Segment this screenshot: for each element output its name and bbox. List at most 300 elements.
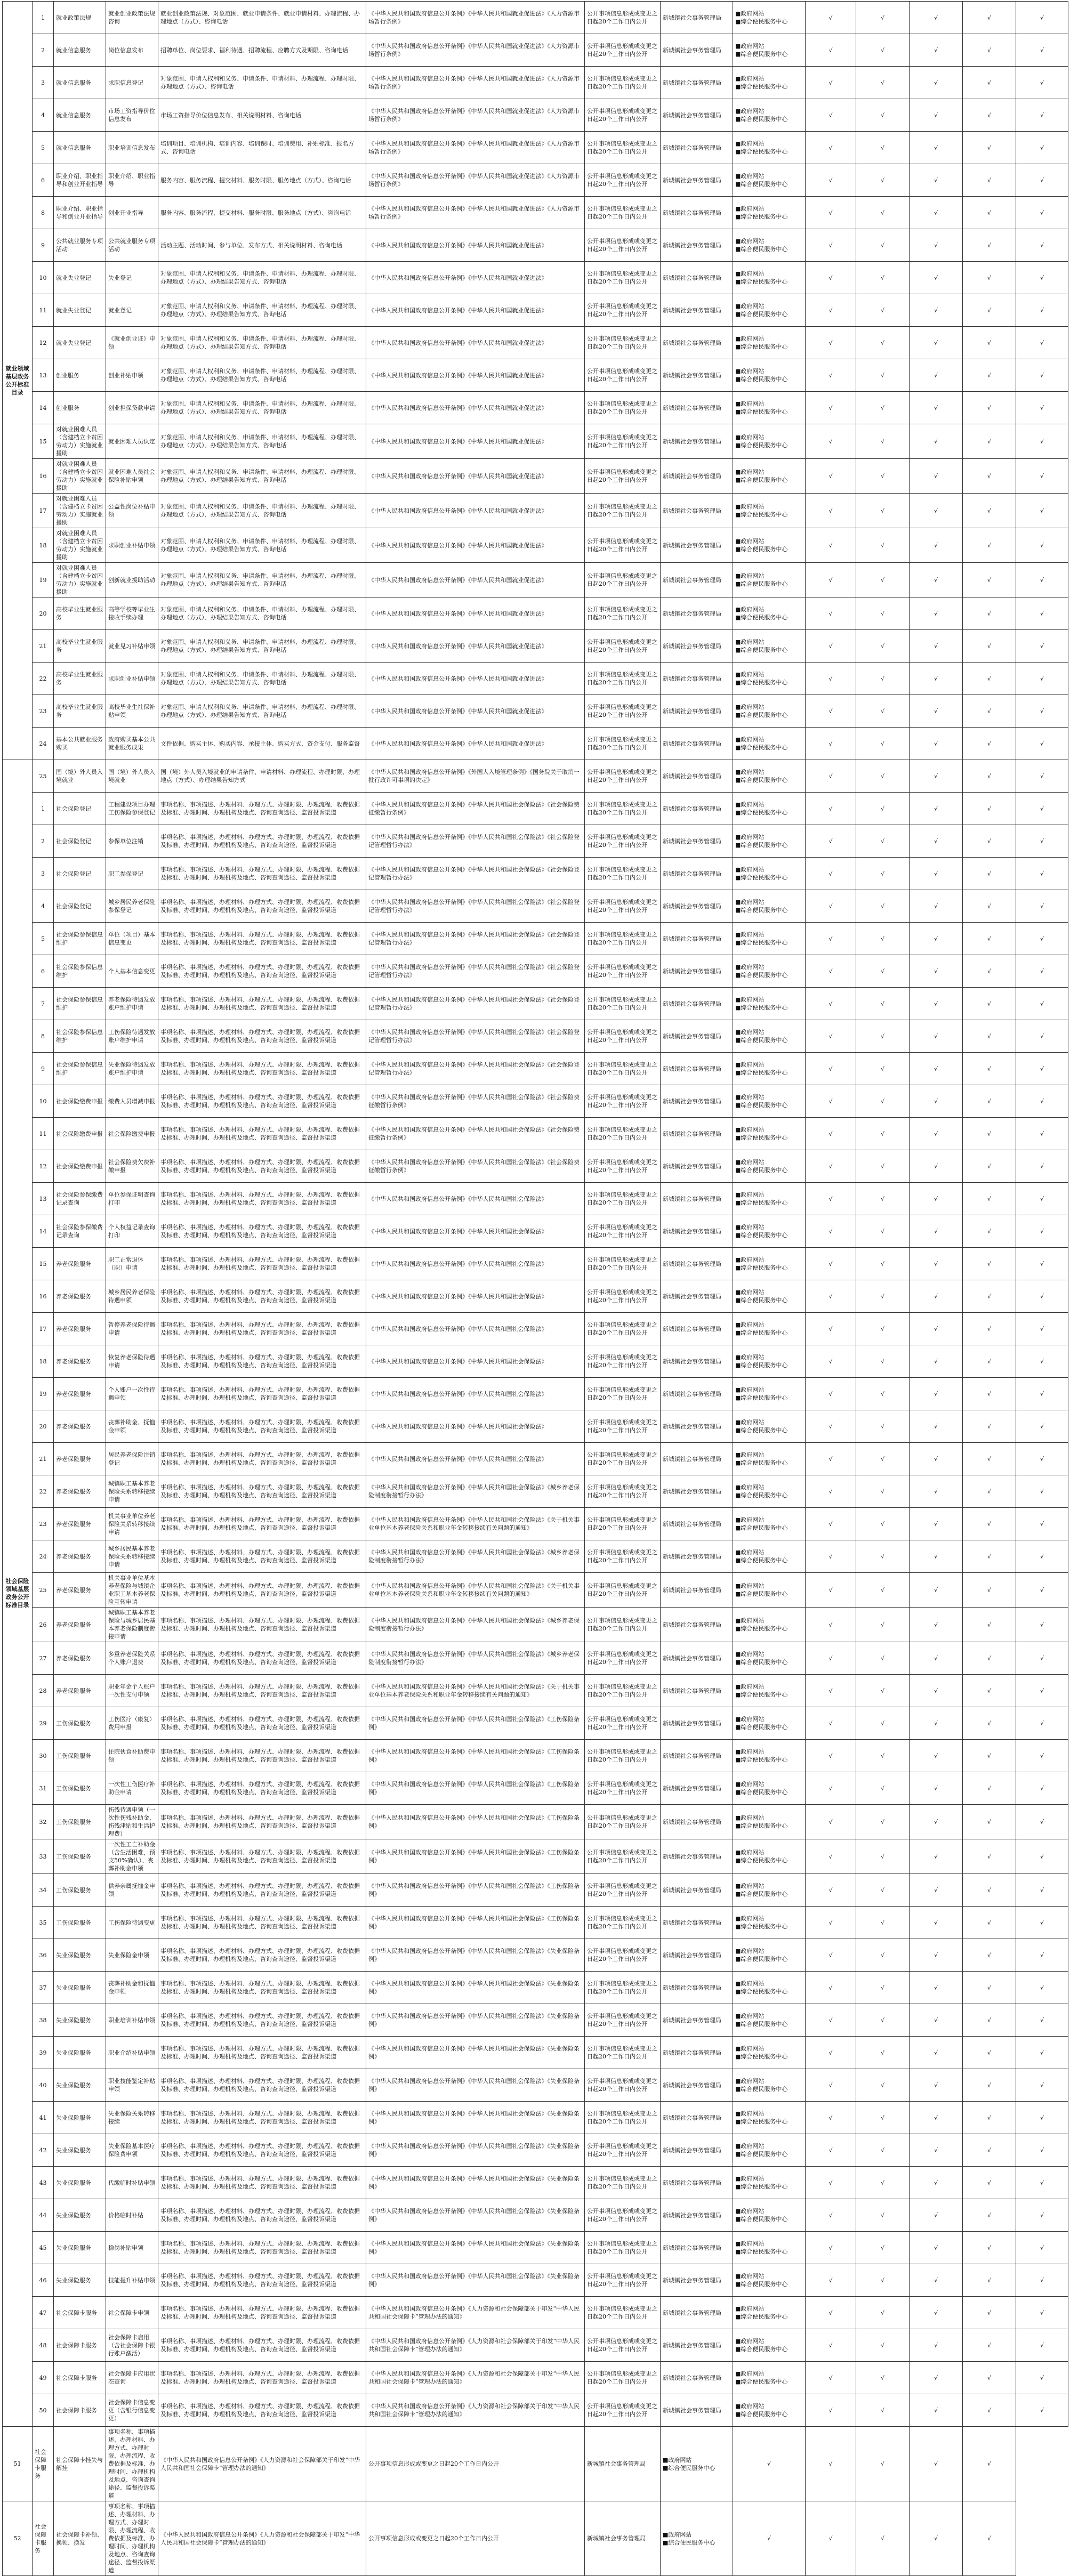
check-mark: √ (1016, 359, 1068, 392)
channel-center: ■综合便民服务中心 (735, 1069, 788, 1076)
public-subject: 新城镇社会事务管理局 (661, 2394, 733, 2427)
channel-web: ■政府网站 (735, 173, 765, 180)
check-mark: √ (806, 2199, 856, 2232)
public-channel (733, 858, 806, 890)
first-level-item: 就业信息服务 (54, 67, 106, 99)
check-mark: √ (1016, 1805, 1068, 1839)
check-mark: √ (806, 294, 856, 327)
section-label: 社会保险领域基层政务公开标准目录 (3, 760, 33, 2427)
second-level-item: 暂停养老保险待遇申请 (106, 1313, 158, 1345)
public-timing: 公开事项信息形成或变更之日起20个工作日内公开 (585, 2362, 661, 2394)
second-level-item: 职业介绍补贴申领 (106, 2037, 158, 2069)
public-channel (733, 760, 806, 793)
public-content: 对象范围、申请人权利和义务、申请条件、申请材料、办理流程、办理时限、办理地点（方式）、办理结果告知方式、咨询电话 (158, 327, 366, 359)
public-basis: 《中华人民共和国政府信息公开条例》《中华人民共和国就业促进法》 (366, 597, 585, 630)
check-mark: √ (856, 2069, 910, 2102)
check-mark: √ (856, 424, 910, 459)
check-mark: √ (806, 923, 856, 955)
check-mark: √ (1016, 1642, 1068, 1675)
row-number: 12 (33, 1150, 54, 1183)
public-basis: 《中华人民共和国政府信息公开条例》《中华人民共和国就业促进法》 (366, 229, 585, 262)
public-content: 事项名称、事项描述、办理材料、办理方式、办理时限、办理流程、收费依据及标准、办理时间、办理机构及地点、咨询查询途径、监督投诉渠道 (158, 1740, 366, 1772)
table-row (3, 1118, 1068, 1150)
second-level-item: 丧葬补助金和抚恤金申领 (106, 1972, 158, 2004)
check-mark: √ (1016, 2102, 1068, 2134)
check-mark: √ (733, 2427, 806, 2501)
public-timing: 公开事项信息形成或变更之日起20个工作日内公开 (585, 1508, 661, 1540)
check-mark: √ (963, 1675, 1016, 1707)
check-mark: √ (1016, 1183, 1068, 1215)
public-content: 事项名称、事项描述、办理材料、办理方式、办理时限、办理流程、收费依据及标准、办理时间、办理机构及地点、咨询查询途径、监督投诉渠道 (158, 890, 366, 923)
first-level-item: 工伤保险服务 (54, 1707, 106, 1740)
check-mark: √ (910, 1443, 963, 1475)
public-channel (733, 1540, 806, 1573)
check-mark: √ (1016, 760, 1068, 793)
second-level-item: 失业保险待遇发放账户维护申请 (106, 1053, 158, 1085)
public-content: 对象范围、申请人权利和义务、申请条件、申请材料、办理流程、办理时限、办理地点（方式）、咨询电话 (158, 67, 366, 99)
public-channel (733, 392, 806, 424)
channel-web: ■政府网站 (735, 996, 765, 1003)
row-number: 5 (33, 923, 54, 955)
table-row (3, 164, 1068, 197)
first-level-item: 养老保险服务 (54, 1642, 106, 1675)
first-level-item: 工伤保险服务 (54, 1772, 106, 1805)
check-mark: √ (963, 663, 1016, 695)
public-timing: 公开事项信息形成或变更之日起20个工作日内公开 (585, 197, 661, 229)
table-row (3, 1608, 1068, 1642)
second-level-item: 社会保险费欠费补缴申报 (106, 1150, 158, 1183)
public-timing: 公开事项信息形成或变更之日起20个工作日内公开 (585, 825, 661, 858)
second-level-item: 就业见习补贴申领 (106, 630, 158, 663)
public-subject: 新城镇社会事务管理局 (661, 1475, 733, 1508)
check-mark: √ (1016, 1443, 1068, 1475)
first-level-item: 创业服务 (54, 359, 106, 392)
public-subject: 新城镇社会事务管理局 (661, 1907, 733, 1939)
check-mark: √ (856, 2199, 910, 2232)
row-number: 22 (33, 663, 54, 695)
second-level-item: 公益性岗位补贴申领 (106, 494, 158, 528)
public-content: 事项名称、事项描述、办理材料、办理方式、办理时限、办理流程、收费依据及标准、办理时间、办理机构及地点、咨询查询途径、监督投诉渠道 (158, 1508, 366, 1540)
check-mark: √ (856, 1443, 910, 1475)
row-number: 48 (33, 2329, 54, 2362)
public-subject: 新城镇社会事务管理局 (661, 2102, 733, 2134)
second-level-item: 职业培训补贴申领 (106, 2004, 158, 2037)
check-mark: √ (910, 494, 963, 528)
table-row (3, 2167, 1068, 2199)
check-mark: √ (1016, 1150, 1068, 1183)
check-mark: √ (856, 1248, 910, 1280)
public-content: 国（境）外人员入境就业的申请条件、申请材料、办理流程、办理时限、办理地点（方式）、办理结果告知方式 (158, 760, 366, 793)
check-mark: √ (910, 2501, 963, 2576)
public-content: 事项名称、事项描述、办理材料、办理方式、办理时限、办理流程、收费依据及标准、办理时间、办理机构及地点、咨询查询途径、监督投诉渠道 (158, 2069, 366, 2102)
public-timing: 公开事项信息形成或变更之日起20个工作日内公开 (585, 262, 661, 294)
table-row (3, 1183, 1068, 1215)
public-channel (733, 728, 806, 760)
public-channel (733, 597, 806, 630)
public-basis: 《中华人民共和国政府信息公开条例》《中华人民共和国社会保险法》《社会保险登记管理暂行办法》 (366, 1053, 585, 1085)
row-number: 31 (33, 1772, 54, 1805)
public-timing: 公开事项信息形成或变更之日起20个工作日内公开 (585, 1642, 661, 1675)
check-mark: √ (806, 528, 856, 563)
first-level-item: 职业介绍、职业指导和创业开业指导 (54, 164, 106, 197)
public-timing: 公开事项信息形成或变更之日起20个工作日内公开 (585, 1573, 661, 1608)
check-mark: √ (806, 2297, 856, 2329)
check-mark: √ (806, 695, 856, 728)
channel-web: ■政府网站 (735, 1289, 765, 1296)
channel-center: ■综合便民服务中心 (735, 546, 788, 553)
row-number: 2 (33, 34, 54, 67)
second-level-item: 就业困难人员认定 (106, 424, 158, 459)
public-content: 事项名称、事项描述、办理材料、办理方式、办理时限、办理流程、收费依据及标准、办理时间、办理机构及地点、咨询查询途径、监督投诉渠道 (158, 923, 366, 955)
second-level-item: 伤残待遇申领（一次性伤残补助金、伤残津贴和生活护理费） (106, 1805, 158, 1839)
channel-center: ■综合便民服务中心 (735, 511, 788, 518)
second-level-item: 养老保险待遇发放账户维护申请 (106, 988, 158, 1020)
table-row (3, 1410, 1068, 1443)
public-basis: 《中华人民共和国政府信息公开条例》《中华人民共和国社会保险法》《失业保险条例》 (366, 2102, 585, 2134)
check-mark: √ (856, 1345, 910, 1378)
row-number: 46 (33, 2264, 54, 2297)
public-channel (733, 1443, 806, 1475)
check-mark: √ (1016, 923, 1068, 955)
channel-center: ■综合便民服务中心 (735, 939, 788, 946)
public-content: 对象范围、申请人权利和义务、申请条件、申请材料、办理流程、办理时限、办理地点（方式）、办理结果告知方式、咨询电话 (158, 494, 366, 528)
check-mark: √ (1016, 1345, 1068, 1378)
channel-center: ■综合便民服务中心 (735, 1923, 788, 1930)
check-mark: √ (1016, 262, 1068, 294)
second-level-item: 社会保障卡信息变更（含银行信息变更） (106, 2394, 158, 2427)
table-row (3, 2102, 1068, 2134)
row-number: 42 (33, 2134, 54, 2167)
public-timing: 公开事项信息形成或变更之日起20个工作日内公开 (585, 1183, 661, 1215)
second-level-item: 参保单位注销 (106, 825, 158, 858)
check-mark: √ (963, 197, 1016, 229)
table-row (3, 1215, 1068, 1248)
channel-web: ■政府网站 (735, 1814, 765, 1821)
check-mark: √ (963, 459, 1016, 494)
check-mark: √ (806, 1215, 856, 1248)
first-level-item: 养老保险服务 (54, 1345, 106, 1378)
check-mark: √ (963, 728, 1016, 760)
check-mark: √ (963, 597, 1016, 630)
row-number: 15 (33, 424, 54, 459)
channel-web: ■政府网站 (735, 1484, 765, 1491)
public-content: 事项名称、事项描述、办理材料、办理方式、办理时限、办理流程、收费依据及标准、办理时间、办理机构及地点、咨询查询途径、监督投诉渠道 (158, 2394, 366, 2427)
public-timing: 公开事项信息形成或变更之日起20个工作日内公开 (585, 1443, 661, 1475)
check-mark: √ (856, 99, 910, 132)
check-mark: √ (910, 988, 963, 1020)
check-mark: √ (856, 1573, 910, 1608)
second-level-item: 城镇职工基本养老保险关系转移接续申请 (106, 1475, 158, 1508)
public-timing: 公开事项信息形成或变更之日起20个工作日内公开 (585, 1085, 661, 1118)
table-row (3, 99, 1068, 132)
check-mark: √ (963, 164, 1016, 197)
row-number: 4 (33, 99, 54, 132)
table-row (3, 67, 1068, 99)
check-mark: √ (963, 2037, 1016, 2069)
row-number: 13 (33, 359, 54, 392)
public-basis: 《中华人民共和国政府信息公开条例》《中华人民共和国就业促进法》 (366, 459, 585, 494)
check-mark: √ (1016, 1248, 1068, 1280)
check-mark: √ (806, 67, 856, 99)
channel-center: ■综合便民服务中心 (735, 1037, 788, 1044)
channel-center: ■综合便民服务中心 (735, 1988, 788, 1995)
check-mark: √ (856, 955, 910, 988)
check-mark: √ (910, 424, 963, 459)
check-mark: √ (856, 2501, 910, 2576)
check-mark: √ (1016, 1053, 1068, 1085)
row-number: 20 (33, 1410, 54, 1443)
table-row (3, 1280, 1068, 1313)
public-subject: 新城镇社会事务管理局 (661, 630, 733, 663)
first-level-item: 社会保险参保信息维护 (54, 1053, 106, 1085)
row-number: 16 (33, 1280, 54, 1313)
check-mark: √ (963, 1573, 1016, 1608)
check-mark: √ (1016, 695, 1068, 728)
check-mark: √ (1016, 2134, 1068, 2167)
check-mark: √ (806, 197, 856, 229)
second-level-item: 工程建设项目办理工伤保险参保登记 (106, 793, 158, 825)
check-mark: √ (910, 294, 963, 327)
check-mark: √ (806, 2362, 856, 2394)
public-timing: 公开事项信息形成或变更之日起20个工作日内公开 (585, 459, 661, 494)
check-mark: √ (856, 1508, 910, 1540)
check-mark: √ (963, 825, 1016, 858)
channel-center: ■综合便民服务中心 (735, 1756, 788, 1763)
second-level-item: 职业技能鉴定补贴申领 (106, 2069, 158, 2102)
first-level-item: 失业保险服务 (54, 2102, 106, 2134)
table-row (3, 597, 1068, 630)
channel-web: ■政府网站 (735, 1191, 765, 1198)
public-timing: 公开事项信息形成或变更之日起20个工作日内公开 (585, 1772, 661, 1805)
check-mark: √ (1016, 1707, 1068, 1740)
public-content: 事项名称、事项描述、办理材料、办理方式、办理时限、办理流程、收费依据及标准、办理时间、办理机构及地点、咨询查询途径、监督投诉渠道 (158, 1772, 366, 1805)
check-mark: √ (806, 2102, 856, 2134)
public-subject: 新城镇社会事务管理局 (661, 1313, 733, 1345)
check-mark: √ (963, 67, 1016, 99)
public-basis: 《中华人民共和国政府信息公开条例》《中华人民共和国社会保险法》《工伤保险条例》 (366, 1907, 585, 1939)
public-basis: 《中华人民共和国政府信息公开条例》《中华人民共和国社会保险法》 (366, 1313, 585, 1345)
check-mark: √ (963, 494, 1016, 528)
check-mark: √ (1016, 494, 1068, 528)
check-mark: √ (806, 2501, 856, 2576)
public-timing: 公开事项信息形成或变更之日起20个工作日内公开 (585, 1118, 661, 1150)
public-channel (733, 1053, 806, 1085)
channel-center: ■综合便民服务中心 (735, 1427, 788, 1434)
check-mark: √ (1016, 67, 1068, 99)
first-level-item: 社会保障卡服务 (54, 2297, 106, 2329)
public-timing: 公开事项信息形成或变更之日起20个工作日内公开 (585, 2004, 661, 2037)
check-mark: √ (910, 1540, 963, 1573)
channel-web: ■政府网站 (735, 43, 765, 50)
public-content: 招聘单位、岗位要求、福利待遇、招聘流程、应聘方式及期限、咨询电话 (158, 34, 366, 67)
check-mark: √ (806, 728, 856, 760)
public-timing: 公开事项信息形成或变更之日起20个工作日内公开 (585, 1874, 661, 1907)
table-row (3, 2329, 1068, 2362)
row-number: 38 (33, 2004, 54, 2037)
channel-center: ■综合便民服务中心 (735, 2411, 788, 2418)
row-number: 15 (33, 1248, 54, 1280)
public-subject: 新城镇社会事务管理局 (661, 1972, 733, 2004)
channel-web: ■政府网站 (735, 538, 765, 545)
table-row (3, 1313, 1068, 1345)
public-subject: 新城镇社会事务管理局 (661, 1215, 733, 1248)
table-row (3, 1772, 1068, 1805)
second-level-item: 价格临时补贴 (106, 2199, 158, 2232)
public-channel (733, 528, 806, 563)
check-mark: √ (910, 2329, 963, 2362)
public-timing: 公开事项信息形成或变更之日起20个工作日内公开 (585, 760, 661, 793)
first-level-item: 失业保险服务 (54, 2069, 106, 2102)
check-mark: √ (806, 760, 856, 793)
public-subject: 新城镇社会事务管理局 (661, 1707, 733, 1740)
second-level-item: 创业担保贷款申请 (106, 392, 158, 424)
public-timing: 公开事项信息形成或变更之日起20个工作日内公开 (585, 728, 661, 760)
public-channel (661, 2427, 733, 2501)
check-mark: √ (806, 2167, 856, 2199)
row-number: 1 (33, 2, 54, 34)
public-content: 对象范围、申请人权利和义务、申请条件、申请材料、办理流程、办理时限、办理地点（方式）、办理结果告知方式、咨询电话 (158, 459, 366, 494)
public-basis: 《中华人民共和国政府信息公开条例》《人力资源和社会保障部关于印发“中华人民共和国社会保障卡”管理办法的通知》 (366, 2329, 585, 2362)
public-channel (733, 229, 806, 262)
check-mark: √ (910, 695, 963, 728)
public-basis: 《中华人民共和国政府信息公开条例》《中华人民共和国就业促进法》 (366, 392, 585, 424)
check-mark: √ (910, 459, 963, 494)
check-mark: √ (910, 1475, 963, 1508)
check-mark: √ (963, 99, 1016, 132)
public-basis: 《中华人民共和国政府信息公开条例》《中华人民共和国社会保险法》 (366, 1378, 585, 1410)
public-subject: 新城镇社会事务管理局 (661, 663, 733, 695)
channel-web: ■政府网站 (735, 1883, 765, 1889)
first-level-item: 社会保障卡服务 (54, 2329, 106, 2362)
table-row (3, 858, 1068, 890)
channel-center: ■综合便民服务中心 (735, 809, 788, 816)
check-mark: √ (856, 1642, 910, 1675)
check-mark: √ (963, 2297, 1016, 2329)
public-subject: 新城镇社会事务管理局 (661, 2362, 733, 2394)
first-level-item: 工伤保险服务 (54, 1907, 106, 1939)
channel-web: ■政府网站 (735, 671, 765, 678)
public-timing: 公开事项信息形成或变更之日起20个工作日内公开 (585, 2134, 661, 2167)
check-mark: √ (806, 597, 856, 630)
public-channel (733, 459, 806, 494)
channel-center: ■综合便民服务中心 (735, 1004, 788, 1011)
row-number: 11 (33, 294, 54, 327)
row-number: 45 (33, 2232, 54, 2264)
row-number: 37 (33, 1972, 54, 2004)
channel-center: ■综合便民服务中心 (735, 376, 788, 383)
second-level-item: 缴费人员增减申报 (106, 1085, 158, 1118)
row-number: 2 (33, 825, 54, 858)
check-mark: √ (910, 1378, 963, 1410)
public-channel (733, 1215, 806, 1248)
check-mark: √ (806, 2069, 856, 2102)
check-mark: √ (856, 1475, 910, 1508)
first-level-item: 社会保险参保缴费记录查询 (54, 1183, 106, 1215)
public-subject: 新城镇社会事务管理局 (661, 197, 733, 229)
second-level-item: 城镇职工基本养老保险与城乡居民基本养老保险制度衔接申请 (106, 1608, 158, 1642)
check-mark: √ (910, 1939, 963, 1972)
check-mark: √ (806, 1707, 856, 1740)
first-level-item: 社会保障卡服务 (33, 2501, 54, 2576)
check-mark: √ (806, 890, 856, 923)
check-mark: √ (1016, 1475, 1068, 1508)
row-number: 29 (33, 1707, 54, 1740)
check-mark: √ (1016, 2297, 1068, 2329)
second-level-item: 个人账户一次性待遇申领 (106, 1378, 158, 1410)
public-timing: 公开事项信息形成或变更之日起20个工作日内公开 (366, 2501, 585, 2576)
public-content: 事项名称、事项描述、办理材料、办理方式、办理时限、办理流程、收费依据及标准、办理时间、办理机构及地点、咨询查询途径、监督投诉渠道 (158, 2134, 366, 2167)
channel-center: ■综合便民服务中心 (735, 614, 788, 621)
public-subject: 新城镇社会事务管理局 (661, 2264, 733, 2297)
public-channel (733, 2394, 806, 2427)
table-row (3, 528, 1068, 563)
public-timing: 公开事项信息形成或变更之日起20个工作日内公开 (585, 1675, 661, 1707)
channel-web: ■政府网站 (735, 2403, 765, 2410)
channel-web: ■政府网站 (735, 108, 765, 115)
public-subject: 新城镇社会事务管理局 (661, 597, 733, 630)
public-timing: 公开事项信息形成或变更之日起20个工作日内公开 (585, 229, 661, 262)
check-mark: √ (910, 1020, 963, 1053)
check-mark: √ (806, 1772, 856, 1805)
public-timing: 公开事项信息形成或变更之日起20个工作日内公开 (585, 1540, 661, 1573)
public-channel (733, 1772, 806, 1805)
channel-web: ■政府网站 (663, 2456, 692, 2464)
public-channel (733, 2199, 806, 2232)
check-mark: √ (963, 1540, 1016, 1573)
check-mark: √ (963, 1410, 1016, 1443)
public-subject: 新城镇社会事务管理局 (661, 1248, 733, 1280)
channel-center: ■综合便民服务中心 (735, 2151, 788, 2158)
channel-web: ■政府网站 (735, 1948, 765, 1955)
second-level-item: 政府购买基本公共就业服务成果 (106, 728, 158, 760)
first-level-item: 就业信息服务 (54, 99, 106, 132)
public-subject: 新城镇社会事务管理局 (661, 1085, 733, 1118)
channel-center: ■综合便民服务中心 (735, 1590, 788, 1597)
check-mark: √ (806, 1740, 856, 1772)
public-channel (733, 2102, 806, 2134)
table-row (3, 392, 1068, 424)
first-level-item: 职业介绍、职业指导和创业开业指导 (54, 197, 106, 229)
public-channel (733, 2134, 806, 2167)
public-channel (733, 424, 806, 459)
check-mark: √ (963, 2394, 1016, 2427)
table-row (3, 1740, 1068, 1772)
public-basis: 《中华人民共和国政府信息公开条例》《中华人民共和国就业促进法》 (366, 327, 585, 359)
second-level-item: 失业保险金申领 (106, 1939, 158, 1972)
check-mark: √ (910, 2427, 963, 2501)
channel-web: ■政府网站 (735, 2240, 765, 2247)
check-mark: √ (1016, 2362, 1068, 2394)
check-mark: √ (910, 2004, 963, 2037)
row-number: 44 (33, 2199, 54, 2232)
row-number: 13 (33, 1183, 54, 1215)
check-mark: √ (856, 197, 910, 229)
first-level-item: 工伤保险服务 (54, 1874, 106, 1907)
check-mark: √ (963, 793, 1016, 825)
first-level-item: 对就业困难人员（含建档立卡贫困劳动力）实施就业援助 (54, 424, 106, 459)
public-content: 事项名称、事项描述、办理材料、办理方式、办理时限、办理流程、收费依据及标准、办理时间、办理机构及地点、咨询查询途径、监督投诉渠道 (158, 2297, 366, 2329)
public-timing: 公开事项信息形成或变更之日起20个工作日内公开 (585, 164, 661, 197)
table-row (3, 1939, 1068, 1972)
channel-web: ■政府网站 (735, 2143, 765, 2150)
public-basis: 《中华人民共和国政府信息公开条例》《中华人民共和国就业促进法》《人力资源市场暂行条例》 (366, 132, 585, 164)
check-mark: √ (910, 955, 963, 988)
public-subject: 新城镇社会事务管理局 (661, 1805, 733, 1839)
catalog-table-body (3, 2, 1068, 2576)
first-level-item: 创业服务 (54, 392, 106, 424)
public-channel (733, 890, 806, 923)
check-mark: √ (910, 2199, 963, 2232)
